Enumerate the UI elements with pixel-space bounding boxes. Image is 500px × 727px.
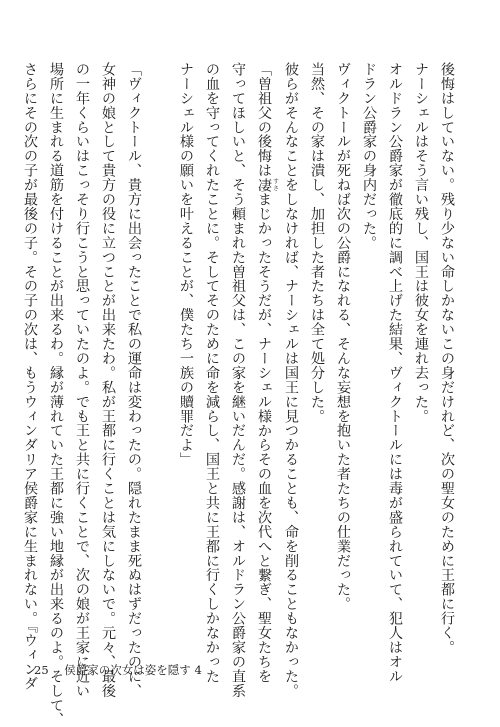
text-line-5: ヴィクトールが死ねば次の公爵になれる、そんな妄想を抱いた者たちの仕業だった。 bbox=[335, 62, 351, 612]
page-footer bbox=[34, 662, 202, 678]
text-line-15: 場所に生まれる道筋を付けることが出来るわ。縁が薄れていた王都に強い地縁が出来るのよ。そして、 bbox=[48, 62, 64, 727]
page-number: 25 bbox=[34, 663, 49, 677]
text-line-blank bbox=[147, 62, 173, 644]
text-line-16: さらにその次の子が最後の子。その子の次は、もうウィンダリア侯爵家に生まれない。『ウィンダ bbox=[22, 62, 38, 691]
text-line-14: の一年くらいはこっそり行こうと思っていたのよ。でも王と共に行くことで、次の娘が王家に近い bbox=[74, 62, 90, 698]
book-title: 侯爵家の次女は姿を隠す 4 bbox=[64, 663, 202, 677]
furigana-reading: すさ bbox=[271, 177, 279, 193]
text-line-7: 彼らがそんなことをしなければ、ナーシェルは国王に見つかることも、命を削ることもなかった。 bbox=[283, 62, 299, 698]
text-line-11: ナーシェル様の願いを叶えることが、僕たち一族の贖罪だよ」 bbox=[178, 62, 194, 467]
text-line-10: の血を守ってくれたことに。そしてそのために命を減らし、国王と共に王都に行くしかなかった bbox=[204, 62, 220, 684]
text-line-1: 後悔はしていない。残り少ない命しかないこの身だけれど、次の聖女のために王都に行く。 bbox=[439, 62, 455, 655]
text-line-3: オルドラン公爵家が徹底的に調べ上げた結果、ヴィクトールには毒が盛られていて、犯人はオル bbox=[387, 62, 403, 684]
text-line-2: ナーシェルはそう言い残し、国王は彼女を連れ去った。 bbox=[413, 62, 429, 424]
text-line-6: 当然、その家は潰し、加担した者たちは全て処分した。 bbox=[309, 62, 325, 424]
furigana-ruby: 凄 すさ bbox=[256, 177, 279, 193]
text-line-8: 「曽祖父の後悔は凄 すさまじかったそうだが、ナーシェル様からその血を次代へと繋ぎ、聖女たちを bbox=[256, 62, 279, 684]
text-line-4: ドラン公爵家の身内だった。 bbox=[361, 62, 377, 250]
text-line-9: 守ってほしいと、そう頼まれた曽祖父は、この家を継いだんだ。感謝は、オルドラン公爵家の直系 bbox=[230, 62, 246, 698]
text-line-13: 女神の娘として貴方の役に立つことが出来たわ。私が王都に行くことは気にしないで。元々、最後 bbox=[100, 62, 116, 698]
text-line-12: 「ヴィクトール、貴方に出会ったことで私の運命は変わったの。隠れたまま死ぬはずだったのに、 bbox=[126, 62, 142, 698]
